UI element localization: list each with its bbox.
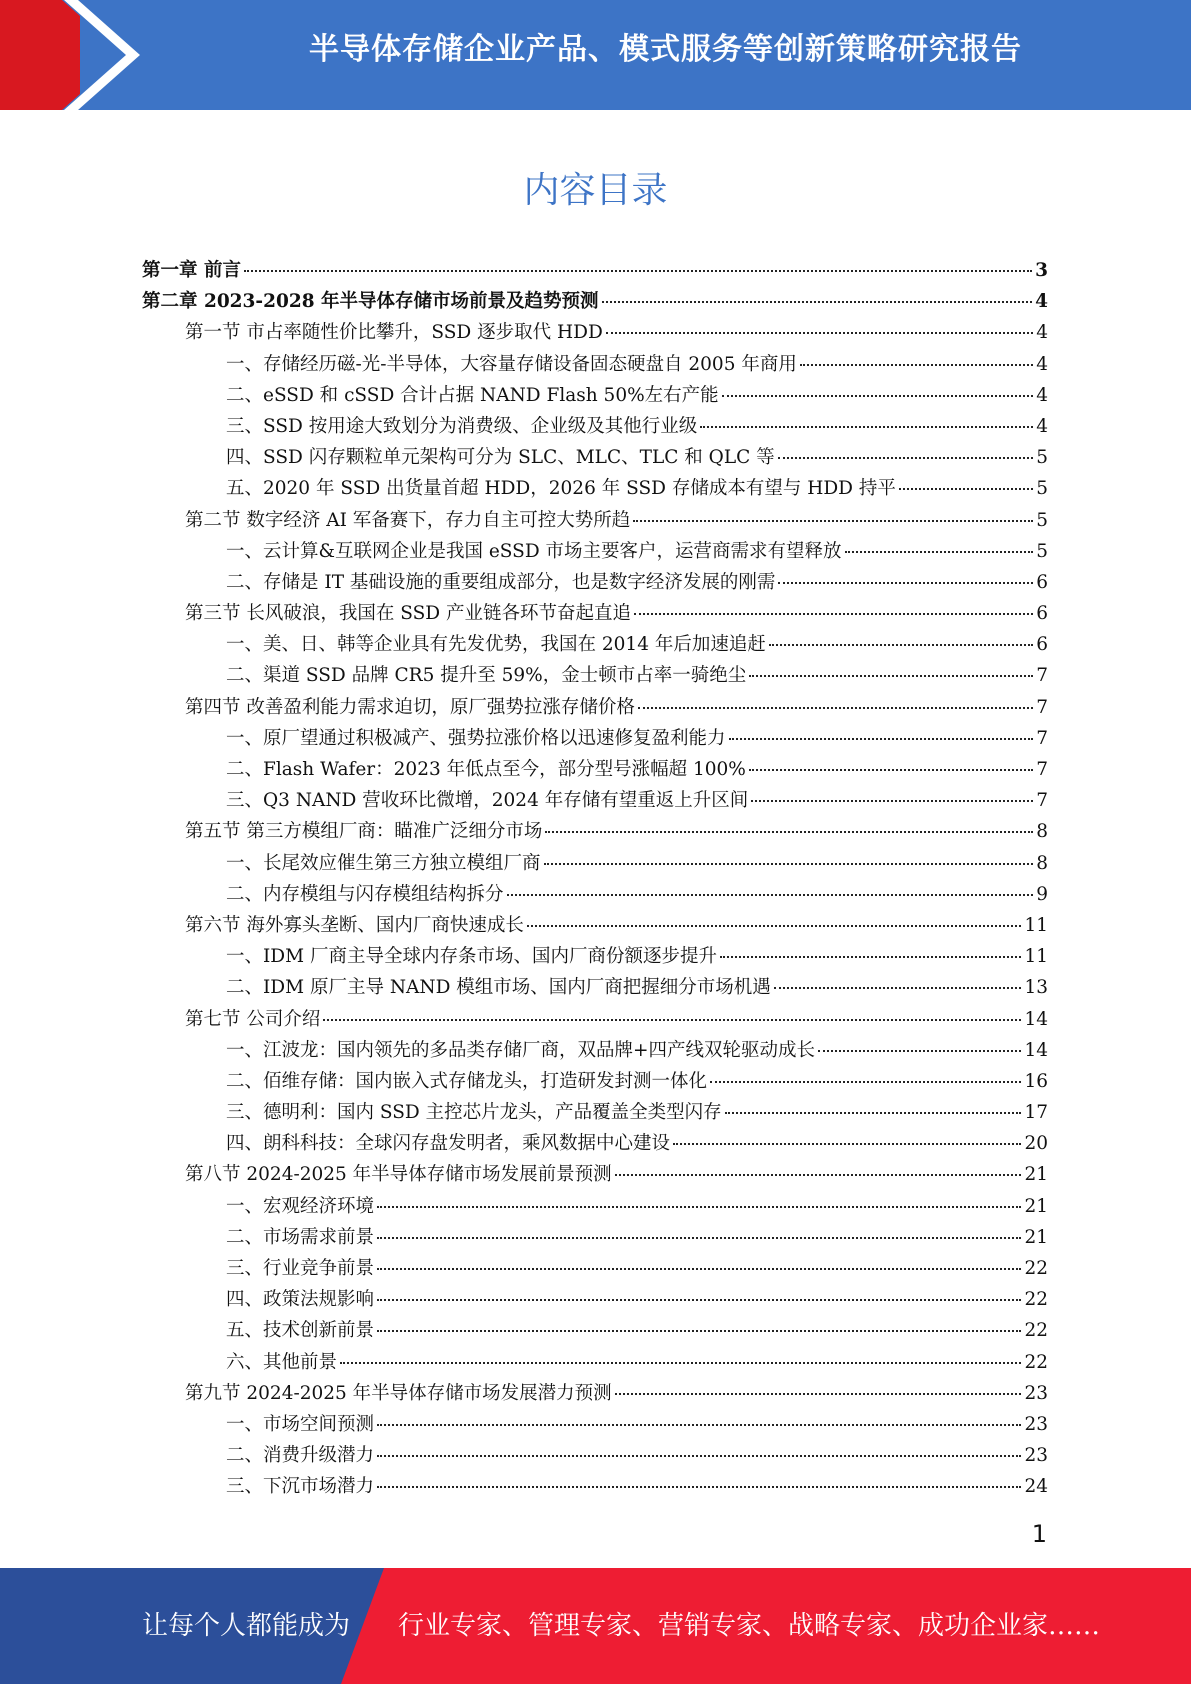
page-number: 1 — [1031, 1520, 1047, 1548]
toc-entry[interactable] — [142, 630, 1048, 661]
toc-entry[interactable] — [142, 381, 1048, 412]
toc-entry-title: 一、市场空间预测 — [226, 1413, 375, 1435]
toc-entry[interactable] — [142, 1192, 1048, 1223]
toc-entry-title: 三、德明利：国内 SSD 主控芯片龙头，产品覆盖全类型闪存 — [226, 1102, 722, 1124]
toc-entry-page: 7 — [1036, 790, 1048, 812]
toc-entry-title: 四、朗科科技：全球闪存盘发明者，乘风数据中心建设 — [226, 1133, 671, 1155]
toc-entry-title: 五、2020 年 SSD 出货量首超 HDD，2026 年 SSD 存储成本有望与 HDD 持平 — [226, 478, 896, 500]
toc-entry-page: 11 — [1024, 914, 1048, 936]
toc-entry-title: 二、eSSD 和 cSSD 合计占据 NAND Flash 50%左右产能 — [226, 384, 719, 406]
toc-entry-page: 14 — [1024, 1039, 1048, 1061]
toc-leader-dots — [818, 1050, 1021, 1052]
toc-entry[interactable] — [142, 1410, 1048, 1441]
toc-entry-page: 11 — [1024, 946, 1048, 968]
toc-entry-page: 4 — [1035, 291, 1048, 313]
table-of-contents — [142, 256, 1048, 1504]
toc-entry-page: 21 — [1024, 1195, 1048, 1217]
toc-entry-page: 5 — [1036, 540, 1048, 562]
toc-entry-title: 二、内存模组与闪存模组结构拆分 — [226, 883, 504, 905]
toc-leader-dots — [377, 1330, 1021, 1332]
toc-leader-dots — [377, 1424, 1021, 1426]
toc-entry-title: 第八节 2024-2025 年半导体存储市场发展前景预测 — [185, 1164, 612, 1186]
toc-leader-dots — [377, 1268, 1021, 1270]
toc-entry-title: 六、其他前景 — [226, 1351, 338, 1373]
toc-entry[interactable] — [142, 1472, 1048, 1503]
toc-leader-dots — [899, 488, 1033, 490]
toc-leader-dots — [527, 925, 1022, 927]
toc-entry-title: 二、消费升级潜力 — [226, 1445, 375, 1467]
toc-entry-title: 一、原厂望通过积极减产、强势拉涨价格以迅速修复盈利能力 — [226, 727, 726, 749]
toc-leader-dots — [377, 1237, 1021, 1239]
toc-entry-page: 22 — [1024, 1289, 1048, 1311]
toc-entry-page: 22 — [1024, 1320, 1048, 1342]
toc-leader-dots — [774, 987, 1022, 989]
toc-leader-dots — [340, 1362, 1021, 1364]
toc-entry[interactable] — [142, 1254, 1048, 1285]
toc-leader-dots — [544, 863, 1034, 865]
toc-leader-dots — [720, 956, 1021, 958]
toc-entry-title: 四、SSD 闪存颗粒单元架构可分为 SLC、MLC、TLC 和 QLC 等 — [226, 447, 775, 469]
toc-entry-title: 第七节 公司介绍 — [185, 1008, 321, 1030]
toc-leader-dots — [377, 1486, 1021, 1488]
toc-entry[interactable] — [142, 817, 1048, 848]
toc-entry-page: 20 — [1024, 1133, 1048, 1155]
toc-entry-title: 一、江波龙：国内领先的多品类存储厂商，双品牌+四产线双轮驱动成长 — [226, 1039, 816, 1061]
toc-entry[interactable] — [142, 1441, 1048, 1472]
toc-leader-dots — [377, 1299, 1021, 1301]
toc-leader-dots — [634, 613, 1033, 615]
toc-leader-dots — [845, 551, 1034, 553]
toc-leader-dots — [606, 332, 1033, 334]
toc-leader-dots — [700, 426, 1033, 428]
toc-entry[interactable] — [142, 1160, 1048, 1191]
toc-leader-dots — [507, 894, 1034, 896]
toc-entry[interactable] — [142, 755, 1048, 786]
toc-entry-page: 4 — [1036, 415, 1048, 437]
toc-entry-title: 三、行业竞争前景 — [226, 1258, 375, 1279]
toc-leader-dots — [545, 831, 1033, 833]
page-footer — [0, 1568, 1191, 1684]
toc-entry-page: 17 — [1024, 1102, 1048, 1124]
toc-entry-title: 第三节 长风破浪，我国在 SSD 产业链各环节奋起直追 — [185, 603, 631, 625]
toc-entry-title: 二、市场需求前景 — [226, 1226, 375, 1248]
toc-entry[interactable] — [142, 256, 1048, 287]
report-title: 半导体存储企业产品、模式服务等创新策略研究报告 — [309, 32, 1022, 67]
page-header — [0, 0, 1191, 110]
toc-leader-dots — [749, 769, 1033, 771]
toc-entry-title: 第六节 海外寡头垄断、国内厂商快速成长 — [185, 914, 524, 936]
toc-entry-title: 第五节 第三方模组厂商：瞄准广泛细分市场 — [185, 821, 543, 843]
toc-entry-page: 5 — [1036, 478, 1048, 500]
toc-entry-title: 一、存储经历磁-光-半导体，大容量存储设备固态硬盘自 2005 年商用 — [226, 353, 797, 375]
toc-entry-title: 二、Flash Wafer：2023 年低点至今，部分型号涨幅超 100% — [226, 759, 746, 780]
toc-entry-page: 14 — [1024, 1008, 1048, 1030]
footer-slogan-right: 行业专家、管理专家、营销专家、战略专家、成功企业家…… — [398, 1611, 1101, 1641]
toc-entry-title: 三、下沉市场潜力 — [226, 1476, 375, 1498]
toc-leader-dots — [710, 1081, 1021, 1083]
toc-entry-page: 3 — [1035, 260, 1048, 281]
toc-entry-title: 四、政策法规影响 — [226, 1289, 375, 1311]
toc-entry-page: 23 — [1024, 1382, 1048, 1404]
toc-entry[interactable] — [142, 350, 1048, 381]
toc-entry-title: 第二章 2023-2028 年半导体存储市场前景及趋势预测 — [142, 291, 599, 313]
toc-entry-page: 21 — [1024, 1226, 1048, 1248]
header-red-arrow — [0, 0, 80, 110]
toc-entry[interactable] — [142, 1223, 1048, 1254]
toc-entry-page: 8 — [1036, 852, 1048, 874]
toc-entry-page: 4 — [1036, 353, 1048, 375]
toc-entry[interactable] — [142, 724, 1048, 755]
toc-entry-title: 三、Q3 NAND 营收环比微增，2024 年存储有望重返上升区间 — [226, 790, 749, 812]
toc-entry-title: 一、云计算&互联网企业是我国 eSSD 市场主要客户，运营商需求有望释放 — [226, 540, 842, 562]
toc-entry-title: 一、IDM 厂商主导全球内存条市场、国内厂商份额逐步提升 — [226, 946, 717, 968]
toc-entry-page: 13 — [1024, 977, 1048, 999]
toc-entry-page: 24 — [1024, 1476, 1048, 1498]
toc-leader-dots — [778, 582, 1033, 584]
toc-entry-title: 第二节 数字经济 AI 军备赛下，存力自主可控大势所趋 — [185, 509, 631, 531]
toc-leader-dots — [725, 1112, 1022, 1114]
toc-entry-page: 4 — [1036, 384, 1048, 406]
toc-entry[interactable] — [142, 318, 1048, 349]
toc-entry-page: 22 — [1024, 1351, 1048, 1373]
toc-leader-dots — [602, 301, 1033, 303]
toc-entry[interactable] — [142, 1036, 1048, 1067]
toc-entry-page: 6 — [1036, 603, 1048, 625]
toc-entry[interactable] — [142, 1316, 1048, 1347]
toc-leader-dots — [377, 1455, 1021, 1457]
toc-entry[interactable] — [142, 973, 1048, 1004]
toc-leader-dots — [244, 270, 1032, 272]
toc-entry-page: 21 — [1024, 1164, 1048, 1186]
toc-entry-title: 第一节 市占率随性价比攀升，SSD 逐步取代 HDD — [185, 322, 603, 344]
toc-entry-title: 二、佰维存储：国内嵌入式存储龙头，打造研发封测一体化 — [226, 1070, 708, 1092]
toc-entry[interactable] — [142, 443, 1048, 474]
toc-entry-title: 第四节 改善盈利能力需求迫切，原厂强势拉涨存储价格 — [185, 696, 635, 718]
toc-entry[interactable] — [142, 1285, 1048, 1316]
toc-entry-page: 8 — [1036, 821, 1048, 843]
toc-entry[interactable] — [142, 880, 1048, 911]
toc-leader-dots — [638, 707, 1033, 709]
toc-entry-title: 第一章 前言 — [142, 260, 241, 281]
toc-entry-title: 一、美、日、韩等企业具有先发优势，我国在 2014 年后加速追赶 — [226, 634, 766, 656]
toc-entry[interactable] — [142, 693, 1048, 724]
toc-leader-dots — [769, 644, 1033, 646]
toc-entry-title: 三、SSD 按用途大致划分为消费级、企业级及其他行业级 — [226, 415, 698, 437]
toc-entry[interactable] — [142, 849, 1048, 880]
toc-entry-title: 二、IDM 原厂主导 NAND 模组市场、国内厂商把握细分市场机遇 — [226, 977, 771, 999]
toc-entry[interactable] — [142, 1348, 1048, 1379]
toc-leader-dots — [749, 675, 1033, 677]
toc-entry[interactable] — [142, 1067, 1048, 1098]
toc-entry-page: 23 — [1024, 1413, 1048, 1435]
toc-entry-title: 二、渠道 SSD 品牌 CR5 提升至 59%，金士顿市占率一骑绝尘 — [226, 665, 747, 687]
toc-entry-page: 22 — [1024, 1258, 1048, 1279]
toc-leader-dots — [323, 1019, 1021, 1021]
toc-entry[interactable] — [142, 911, 1048, 942]
toc-entry-page: 7 — [1036, 696, 1048, 718]
toc-entry-page: 4 — [1036, 322, 1048, 344]
toc-entry[interactable] — [142, 1379, 1048, 1410]
toc-leader-dots — [729, 738, 1034, 740]
toc-entry[interactable] — [142, 568, 1048, 599]
toc-entry-page: 5 — [1036, 509, 1048, 531]
toc-entry-page: 7 — [1036, 759, 1048, 780]
toc-entry[interactable] — [142, 661, 1048, 692]
toc-entry-page: 7 — [1036, 727, 1048, 749]
toc-entry[interactable] — [142, 537, 1048, 568]
toc-entry-page: 23 — [1024, 1445, 1048, 1467]
toc-entry[interactable] — [142, 474, 1048, 505]
toc-entry[interactable] — [142, 287, 1048, 318]
toc-entry-title: 二、存储是 IT 基础设施的重要组成部分，也是数字经济发展的刚需 — [226, 571, 776, 593]
toc-leader-dots — [633, 520, 1033, 522]
toc-entry-page: 6 — [1036, 634, 1048, 656]
toc-heading: 内容目录 — [523, 170, 668, 211]
toc-leader-dots — [751, 800, 1033, 802]
toc-entry[interactable] — [142, 942, 1048, 973]
toc-entry[interactable] — [142, 599, 1048, 630]
toc-entry[interactable] — [142, 412, 1048, 443]
toc-leader-dots — [722, 395, 1034, 397]
toc-entry-title: 第九节 2024-2025 年半导体存储市场发展潜力预测 — [185, 1382, 612, 1404]
toc-entry[interactable] — [142, 1129, 1048, 1160]
toc-entry-title: 一、宏观经济环境 — [226, 1195, 375, 1217]
toc-leader-dots — [673, 1143, 1021, 1145]
toc-entry-page: 6 — [1036, 571, 1048, 593]
toc-entry-page: 9 — [1036, 883, 1048, 905]
toc-entry-page: 16 — [1024, 1070, 1048, 1092]
toc-entry[interactable] — [142, 506, 1048, 537]
toc-entry-title: 五、技术创新前景 — [226, 1320, 375, 1342]
footer-slogan-left: 让每个人都能成为 — [142, 1611, 351, 1641]
toc-entry[interactable] — [142, 786, 1048, 817]
toc-leader-dots — [800, 364, 1033, 366]
toc-entry-title: 一、长尾效应催生第三方独立模组厂商 — [226, 852, 541, 874]
toc-entry-page: 7 — [1036, 665, 1048, 687]
toc-entry[interactable] — [142, 1098, 1048, 1129]
toc-leader-dots — [615, 1393, 1022, 1395]
toc-entry[interactable] — [142, 1005, 1048, 1036]
toc-leader-dots — [778, 457, 1034, 459]
toc-leader-dots — [377, 1206, 1021, 1208]
toc-entry-page: 5 — [1036, 447, 1048, 469]
toc-leader-dots — [615, 1174, 1022, 1176]
